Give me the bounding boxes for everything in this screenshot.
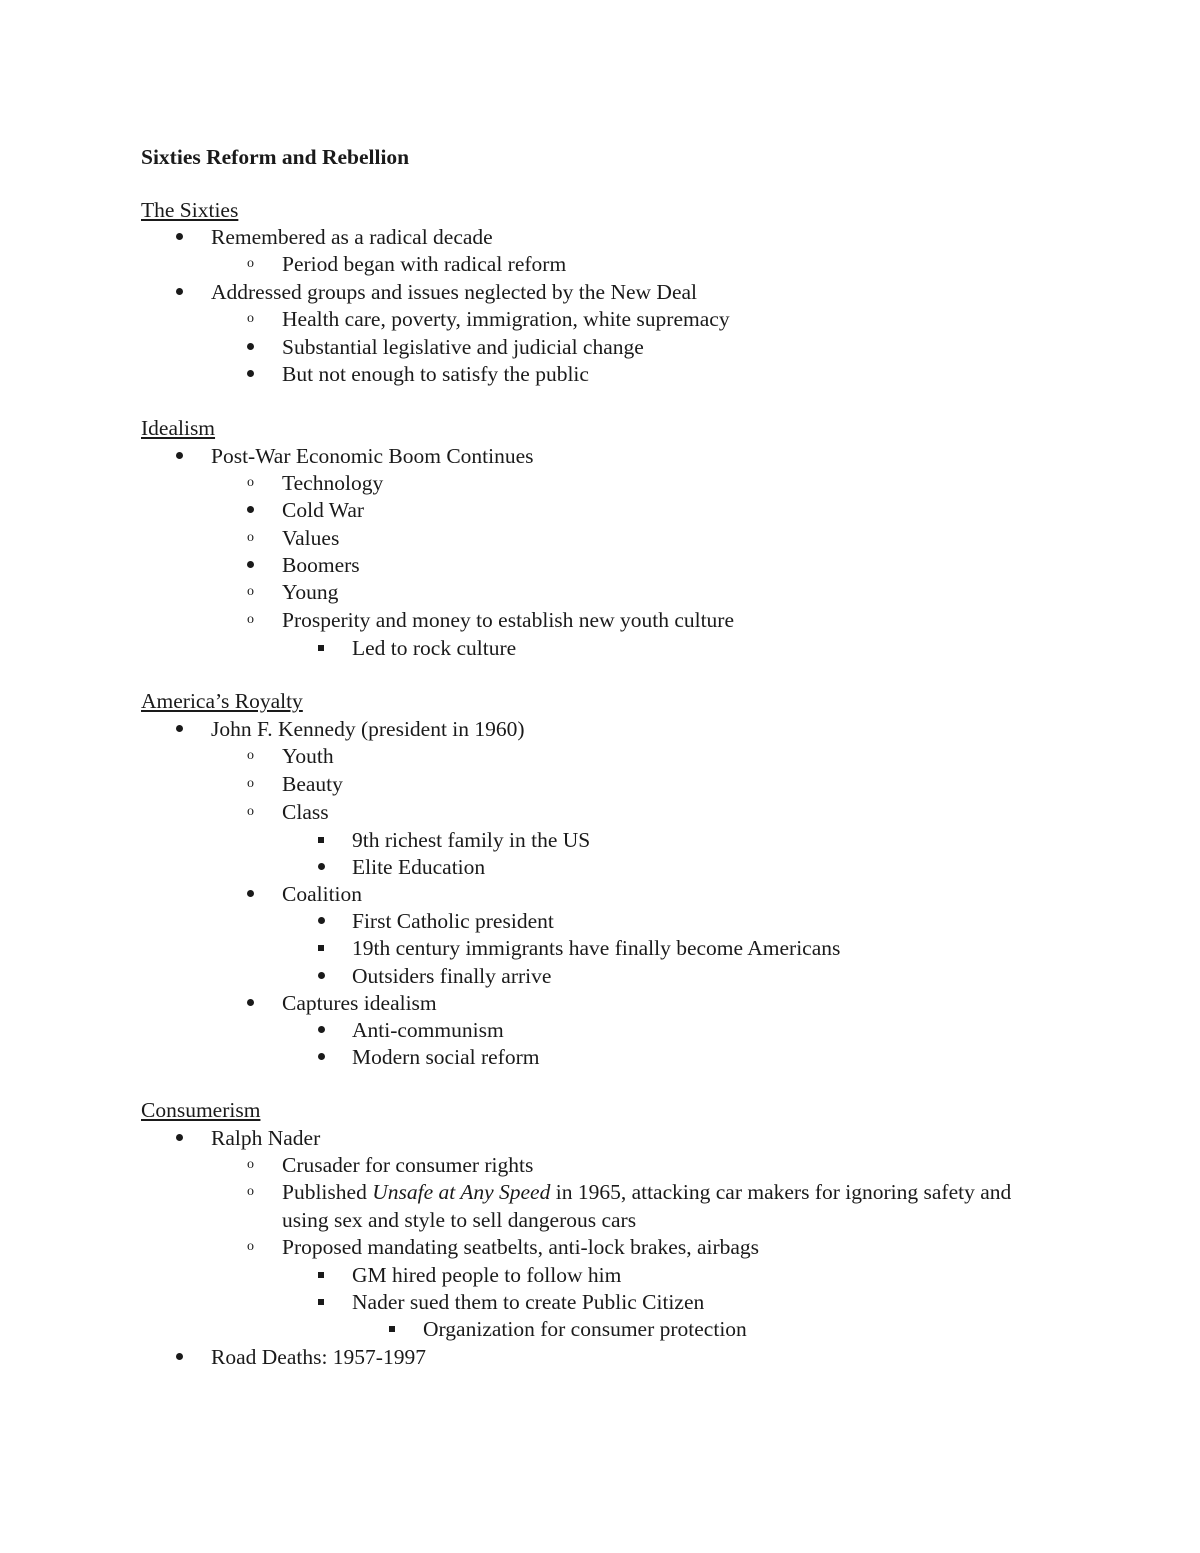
- list-item: Led to rock culture: [352, 636, 517, 660]
- bullet-disc-icon: [176, 1134, 183, 1141]
- bullet-circle-icon: o: [247, 1239, 254, 1254]
- bullet-circle-icon: o: [247, 311, 254, 326]
- bullet-disc-icon: [247, 343, 254, 350]
- bullet-disc-icon: [176, 1353, 183, 1360]
- bullet-circle-icon: o: [247, 475, 254, 490]
- bullet-disc-icon: [318, 1026, 325, 1033]
- list-item: GM hired people to follow him: [352, 1263, 622, 1287]
- list-item: Modern social reform: [352, 1045, 540, 1069]
- list-item: Period began with radical reform: [282, 252, 567, 276]
- list-item: Coalition: [282, 882, 363, 906]
- bullet-disc-icon: [318, 917, 325, 924]
- list-item-text: Published: [282, 1180, 367, 1204]
- book-title: Unsafe at Any Speed: [372, 1180, 551, 1204]
- bullet-disc-icon: [318, 972, 325, 979]
- list-item: Elite Education: [352, 855, 486, 879]
- list-item: Youth: [282, 744, 334, 768]
- list-item-text: in 1965, attacking car makers for ignoring safety and using sex and style to sell dangerous cars: [282, 1180, 1012, 1232]
- list-item: Boomers: [282, 553, 360, 577]
- list-item: Beauty: [282, 772, 343, 796]
- list-item: John F. Kennedy (president in 1960): [211, 717, 525, 741]
- list-item: Technology: [282, 471, 384, 495]
- bullet-disc-icon: [247, 370, 254, 377]
- list-item: 9th richest family in the US: [352, 828, 591, 852]
- list-item: Young: [282, 580, 339, 604]
- list-item: [282, 1178, 1052, 1234]
- bullet-disc-icon: [247, 561, 254, 568]
- list-item: Organization for consumer protection: [423, 1317, 747, 1341]
- section-heading-americas-royalty: America’s Royalty: [141, 689, 303, 713]
- bullet-square-icon: [318, 1299, 324, 1305]
- list-item: Post-War Economic Boom Continues: [211, 444, 534, 468]
- list-item: Health care, poverty, immigration, white supremacy: [282, 307, 730, 331]
- bullet-circle-icon: o: [247, 776, 254, 791]
- bullet-circle-icon: o: [247, 1184, 254, 1199]
- bullet-square-icon: [389, 1326, 395, 1332]
- list-item: First Catholic president: [352, 909, 554, 933]
- list-item: Values: [282, 526, 340, 550]
- bullet-circle-icon: o: [247, 584, 254, 599]
- list-item: Remembered as a radical decade: [211, 225, 493, 249]
- list-item: Addressed groups and issues neglected by the New Deal: [211, 280, 698, 304]
- list-item: Class: [282, 800, 329, 824]
- bullet-disc-icon: [318, 863, 325, 870]
- bullet-circle-icon: o: [247, 1157, 254, 1172]
- bullet-disc-icon: [176, 725, 183, 732]
- list-item: Road Deaths: 1957-1997: [211, 1345, 426, 1369]
- list-item: Proposed mandating seatbelts, anti-lock brakes, airbags: [282, 1235, 760, 1259]
- bullet-circle-icon: o: [247, 748, 254, 763]
- bullet-square-icon: [318, 945, 324, 951]
- bullet-disc-icon: [176, 452, 183, 459]
- list-item: Cold War: [282, 498, 365, 522]
- bullet-circle-icon: o: [247, 256, 254, 271]
- bullet-disc-icon: [318, 1053, 325, 1060]
- section-heading-the-sixties: The Sixties: [141, 198, 239, 222]
- section-heading-consumerism: Consumerism: [141, 1098, 261, 1122]
- bullet-square-icon: [318, 645, 324, 651]
- bullet-circle-icon: o: [247, 612, 254, 627]
- section-heading-idealism: Idealism: [141, 416, 216, 440]
- list-item: Nader sued them to create Public Citizen: [352, 1290, 705, 1314]
- bullet-disc-icon: [247, 890, 254, 897]
- bullet-square-icon: [318, 1272, 324, 1278]
- list-item: 19th century immigrants have finally become Americans: [352, 936, 841, 960]
- document-title: Sixties Reform and Rebellion: [141, 145, 410, 169]
- bullet-disc-icon: [247, 999, 254, 1006]
- bullet-circle-icon: o: [247, 530, 254, 545]
- list-item: Captures idealism: [282, 991, 437, 1015]
- list-item: Outsiders finally arrive: [352, 964, 552, 988]
- list-item: Anti-communism: [352, 1018, 504, 1042]
- bullet-square-icon: [318, 837, 324, 843]
- bullet-disc-icon: [247, 506, 254, 513]
- list-item: Substantial legislative and judicial change: [282, 335, 644, 359]
- list-item: Prosperity and money to establish new youth culture: [282, 608, 735, 632]
- bullet-disc-icon: [176, 288, 183, 295]
- list-item: But not enough to satisfy the public: [282, 362, 589, 386]
- list-item: Crusader for consumer rights: [282, 1153, 534, 1177]
- bullet-disc-icon: [176, 233, 183, 240]
- bullet-circle-icon: o: [247, 804, 254, 819]
- list-item: Ralph Nader: [211, 1126, 321, 1150]
